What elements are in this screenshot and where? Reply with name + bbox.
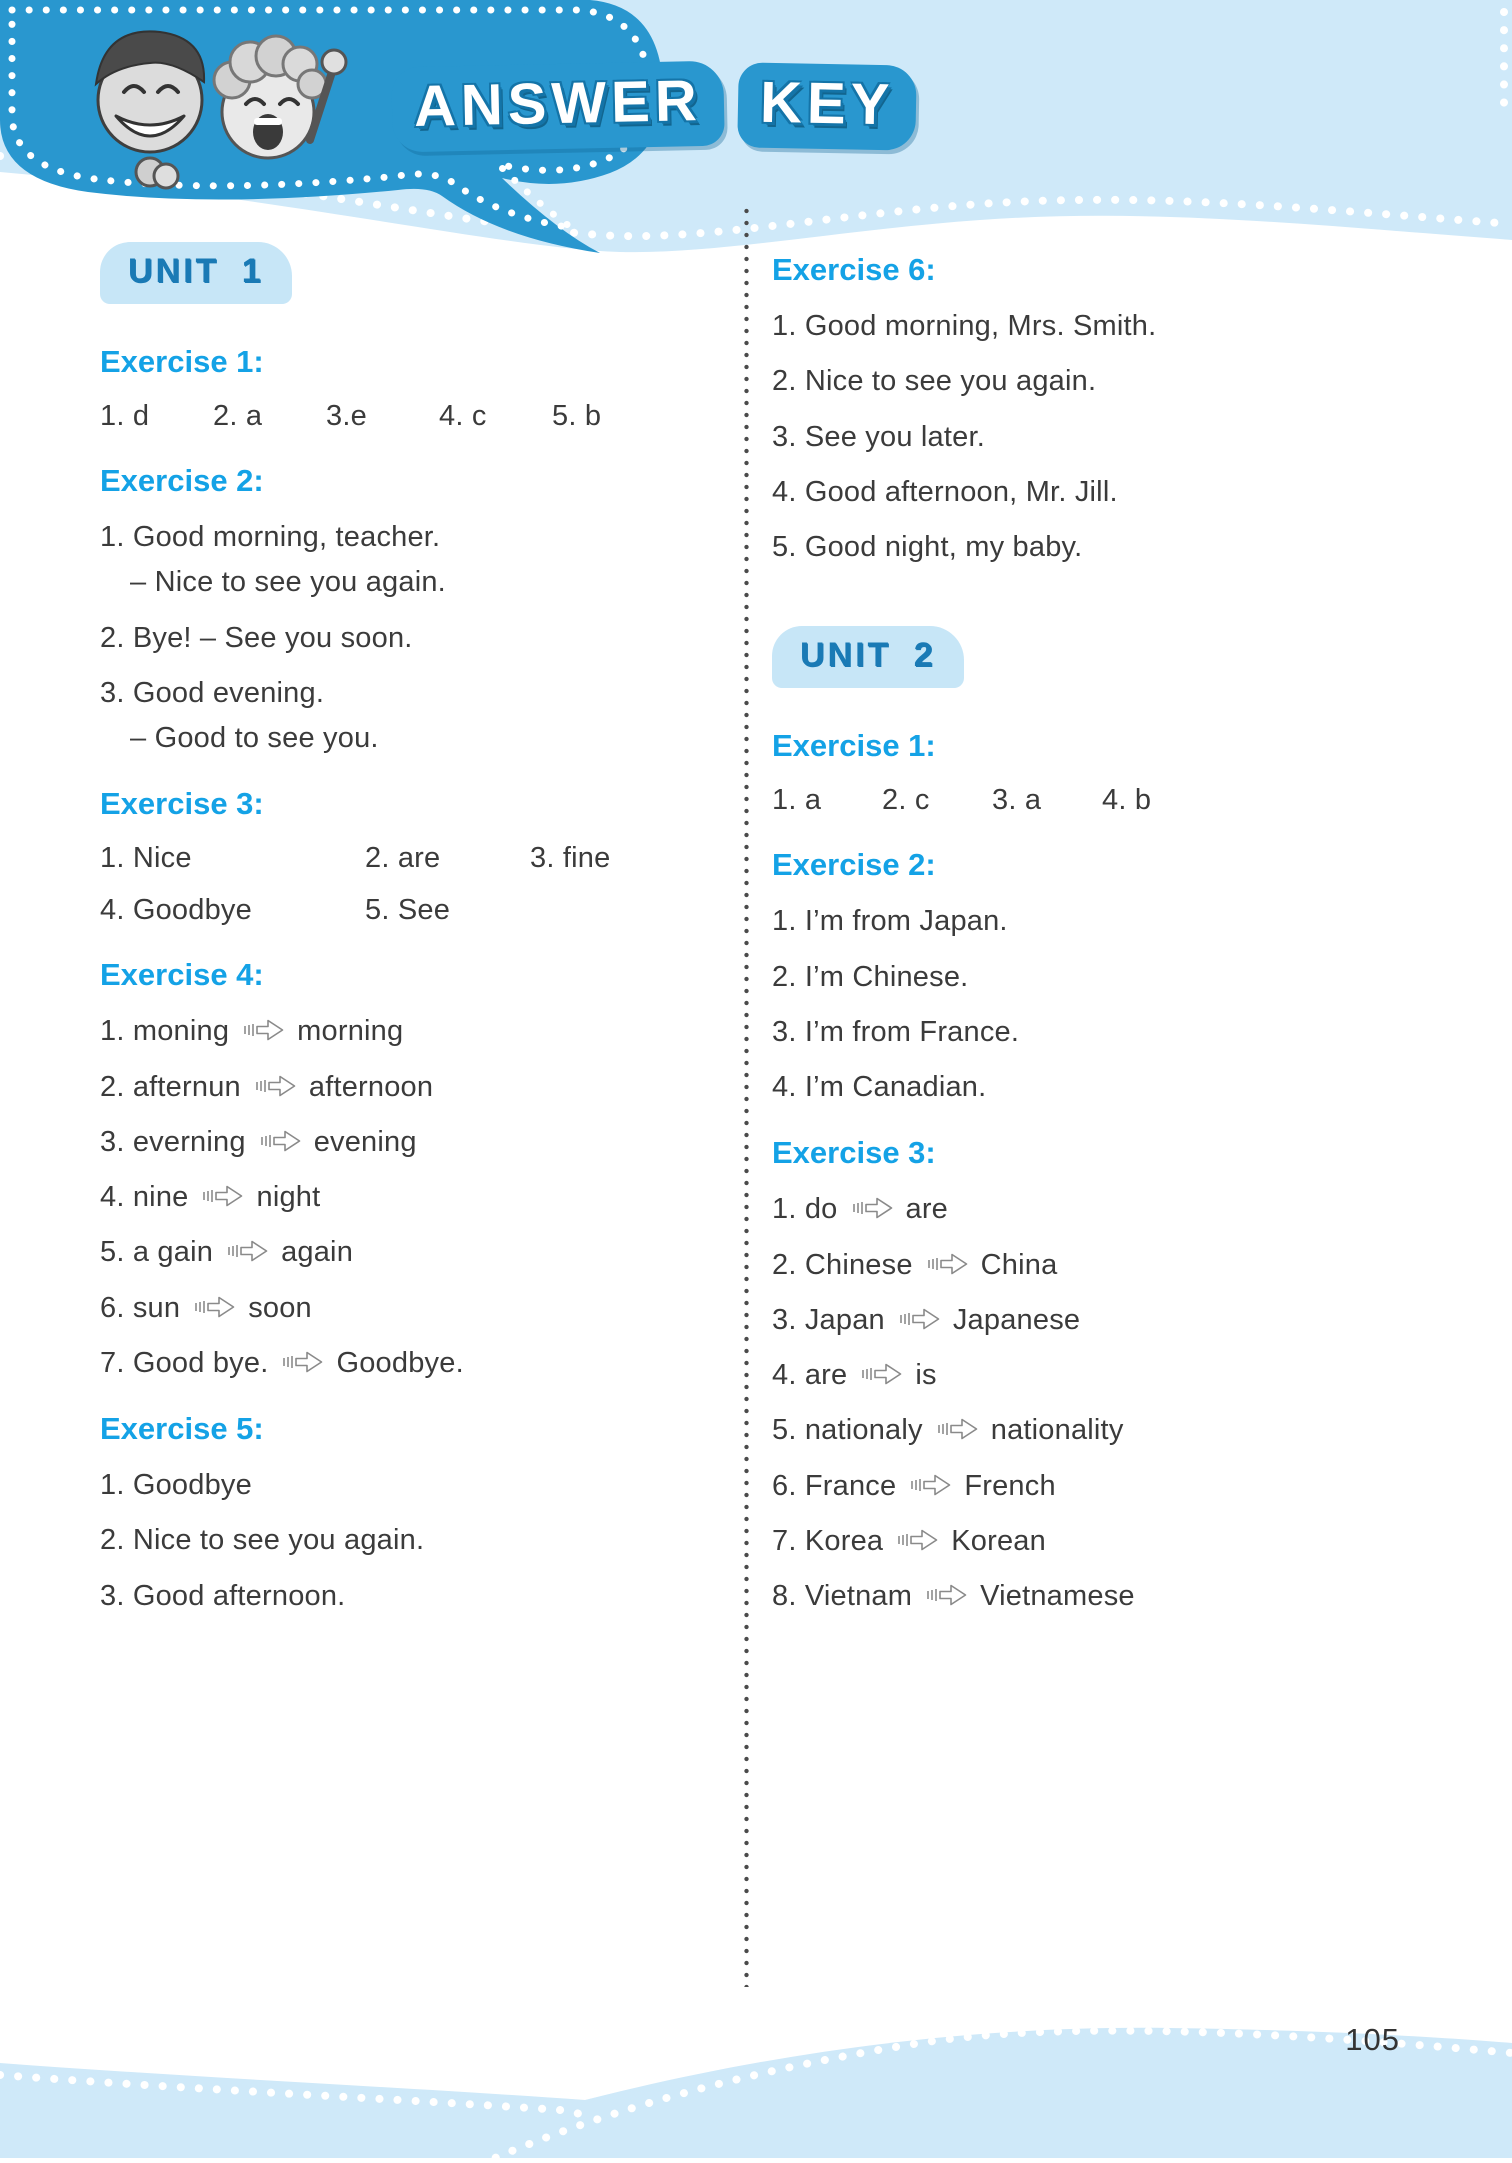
wrong-word: 3. everning	[100, 1125, 246, 1158]
answer-item: 1. d	[100, 400, 150, 432]
correct-word: Korean	[951, 1524, 1046, 1557]
answer-item	[100, 620, 725, 656]
answer-item: 1. Nice	[100, 842, 192, 875]
exercise-heading: Exercise 5:	[100, 1411, 264, 1446]
answer-item: 1. Goodbye	[100, 1469, 252, 1501]
correction-arrow-icon	[241, 1017, 287, 1043]
correction-arrow-icon	[225, 1238, 271, 1264]
correction-item	[100, 1345, 725, 1381]
correction-arrow-icon	[897, 1306, 943, 1332]
correct-word: Goodbye.	[336, 1346, 464, 1379]
wrong-word: 4. are	[772, 1359, 848, 1391]
unit2-badge	[772, 626, 964, 688]
correct-word: morning	[297, 1015, 404, 1048]
correction-item	[772, 1247, 1462, 1283]
unit2-badge-label: UNIT 2	[800, 636, 936, 675]
answer-line: – Nice to see you again.	[130, 566, 446, 599]
answer-item: 4. Good afternoon, Mr. Jill.	[772, 475, 1118, 508]
wrong-word: 6. sun	[100, 1291, 181, 1324]
answer-item: 4. Goodbye	[100, 894, 252, 927]
answer-item: 3. a	[992, 784, 1042, 817]
correction-arrow-icon	[200, 1183, 246, 1209]
answer-item	[100, 519, 725, 601]
correction-arrow-icon	[280, 1349, 326, 1375]
exercise-heading: Exercise 2:	[772, 847, 936, 883]
wrong-word: 1. do	[772, 1193, 838, 1226]
unit1-badge	[100, 242, 292, 304]
correction-item	[100, 1234, 725, 1270]
answer-item: 2. c	[882, 784, 930, 817]
title-text-key: KEY	[759, 69, 895, 138]
wrong-word: 4. nine	[100, 1181, 189, 1213]
exercise-heading: Exercise 3:	[772, 1135, 936, 1171]
correction-arrow-icon	[859, 1361, 905, 1387]
wrong-word: 2. Chinese	[772, 1248, 913, 1281]
answer-item: 1. I’m from Japan.	[772, 905, 1008, 938]
correction-arrow-icon	[908, 1472, 954, 1498]
answer-item: 3. fine	[530, 842, 611, 875]
correct-word: again	[281, 1236, 354, 1269]
exercise-heading: Exercise 2:	[100, 463, 264, 498]
title-word-answer	[391, 61, 724, 153]
answer-item: 2. a	[213, 400, 263, 432]
answer-item: 5. b	[552, 400, 602, 432]
unit1-badge-label: UNIT 1	[128, 252, 264, 290]
exercise-heading: Exercise 3:	[100, 786, 264, 822]
left-column	[100, 242, 725, 1633]
exercise-heading: Exercise 4:	[100, 957, 264, 993]
answer-line: 1. Good morning, teacher.	[100, 521, 441, 553]
correction-arrow-icon	[253, 1073, 299, 1099]
wrong-word: 1. moning	[100, 1015, 230, 1048]
correct-word: night	[256, 1181, 321, 1213]
correct-word: China	[980, 1248, 1058, 1281]
answer-item: 2. Nice to see you again.	[772, 365, 1097, 398]
correct-word: evening	[313, 1125, 417, 1158]
correction-arrow-icon	[895, 1527, 941, 1553]
title-text-answer: ANSWER	[413, 67, 703, 140]
answer-row	[100, 400, 725, 433]
correction-item	[100, 1290, 725, 1326]
correct-word: is	[915, 1359, 937, 1391]
correction-item	[772, 1302, 1462, 1338]
answer-item: 2. Nice to see you again.	[100, 1524, 425, 1557]
correct-word: French	[964, 1469, 1056, 1502]
exercise-heading: Exercise 1:	[772, 728, 936, 764]
wrong-word: 5. nationaly	[772, 1414, 923, 1447]
answer-item: 2. are	[365, 842, 441, 875]
correction-arrow-icon	[925, 1251, 971, 1277]
correction-item	[100, 1069, 725, 1105]
wrong-word: 7. Good bye.	[100, 1346, 269, 1379]
correction-item	[772, 1191, 1462, 1227]
answer-key-title	[392, 64, 916, 149]
answer-item: 2. I’m Chinese.	[772, 960, 969, 993]
wrong-word: 2. afternun	[100, 1070, 241, 1103]
correction-arrow-icon	[935, 1416, 981, 1442]
wrong-word: 5. a gain	[100, 1236, 214, 1269]
wrong-word: 8. Vietnam	[772, 1580, 913, 1612]
correct-word: soon	[248, 1291, 312, 1324]
answer-item: 1. a	[772, 784, 822, 817]
correction-item	[100, 1124, 725, 1160]
title-word-key	[737, 62, 917, 150]
correction-item	[772, 1357, 1462, 1393]
page-header	[0, 0, 1512, 270]
wrong-word: 7. Korea	[772, 1524, 884, 1557]
correction-arrow-icon	[924, 1582, 970, 1608]
answer-line: 2. Bye! – See you soon.	[100, 621, 413, 654]
answer-item: 5. Good night, my baby.	[772, 531, 1083, 563]
correction-item	[100, 1013, 725, 1049]
correction-arrow-icon	[192, 1294, 238, 1320]
correction-item	[772, 1468, 1462, 1504]
answer-item: 3. I’m from France.	[772, 1015, 1020, 1048]
footer-wave	[0, 1983, 1512, 2158]
answer-row	[100, 842, 725, 875]
answer-item: 5. See	[365, 894, 451, 927]
correction-item	[772, 1412, 1462, 1448]
correct-word: afternoon	[308, 1070, 434, 1103]
correction-item	[772, 1578, 1462, 1614]
answer-item: 1. Good morning, Mrs. Smith.	[772, 310, 1157, 342]
answer-row	[772, 784, 1462, 817]
column-divider	[744, 205, 749, 1987]
correct-word: Japanese	[952, 1303, 1081, 1336]
correction-arrow-icon	[258, 1128, 304, 1154]
answer-line: 3. Good evening.	[100, 676, 325, 709]
exercise-heading: Exercise 6:	[772, 252, 936, 287]
page-number: 105	[1345, 2022, 1400, 2057]
answer-line: – Good to see you.	[130, 722, 379, 754]
correction-arrow-icon	[850, 1195, 896, 1221]
correction-item	[100, 1179, 725, 1215]
correct-word: nationality	[990, 1414, 1124, 1447]
correction-item	[772, 1523, 1462, 1559]
correct-word: are	[905, 1193, 949, 1226]
wrong-word: 6. France	[772, 1469, 897, 1502]
answer-item: 3.e	[326, 400, 367, 432]
wrong-word: 3. Japan	[772, 1303, 885, 1336]
answer-row	[100, 894, 725, 927]
answer-item: 4. c	[439, 400, 487, 432]
answer-item: 3. Good afternoon.	[100, 1579, 346, 1612]
answer-item: 4. b	[1102, 784, 1152, 817]
answer-item	[100, 675, 725, 757]
exercise-heading: Exercise 1:	[100, 344, 264, 379]
right-column	[772, 242, 1462, 1633]
correct-word: Vietnamese	[980, 1580, 1135, 1612]
answer-item: 4. I’m Canadian.	[772, 1071, 987, 1103]
answer-item: 3. See you later.	[772, 420, 985, 453]
